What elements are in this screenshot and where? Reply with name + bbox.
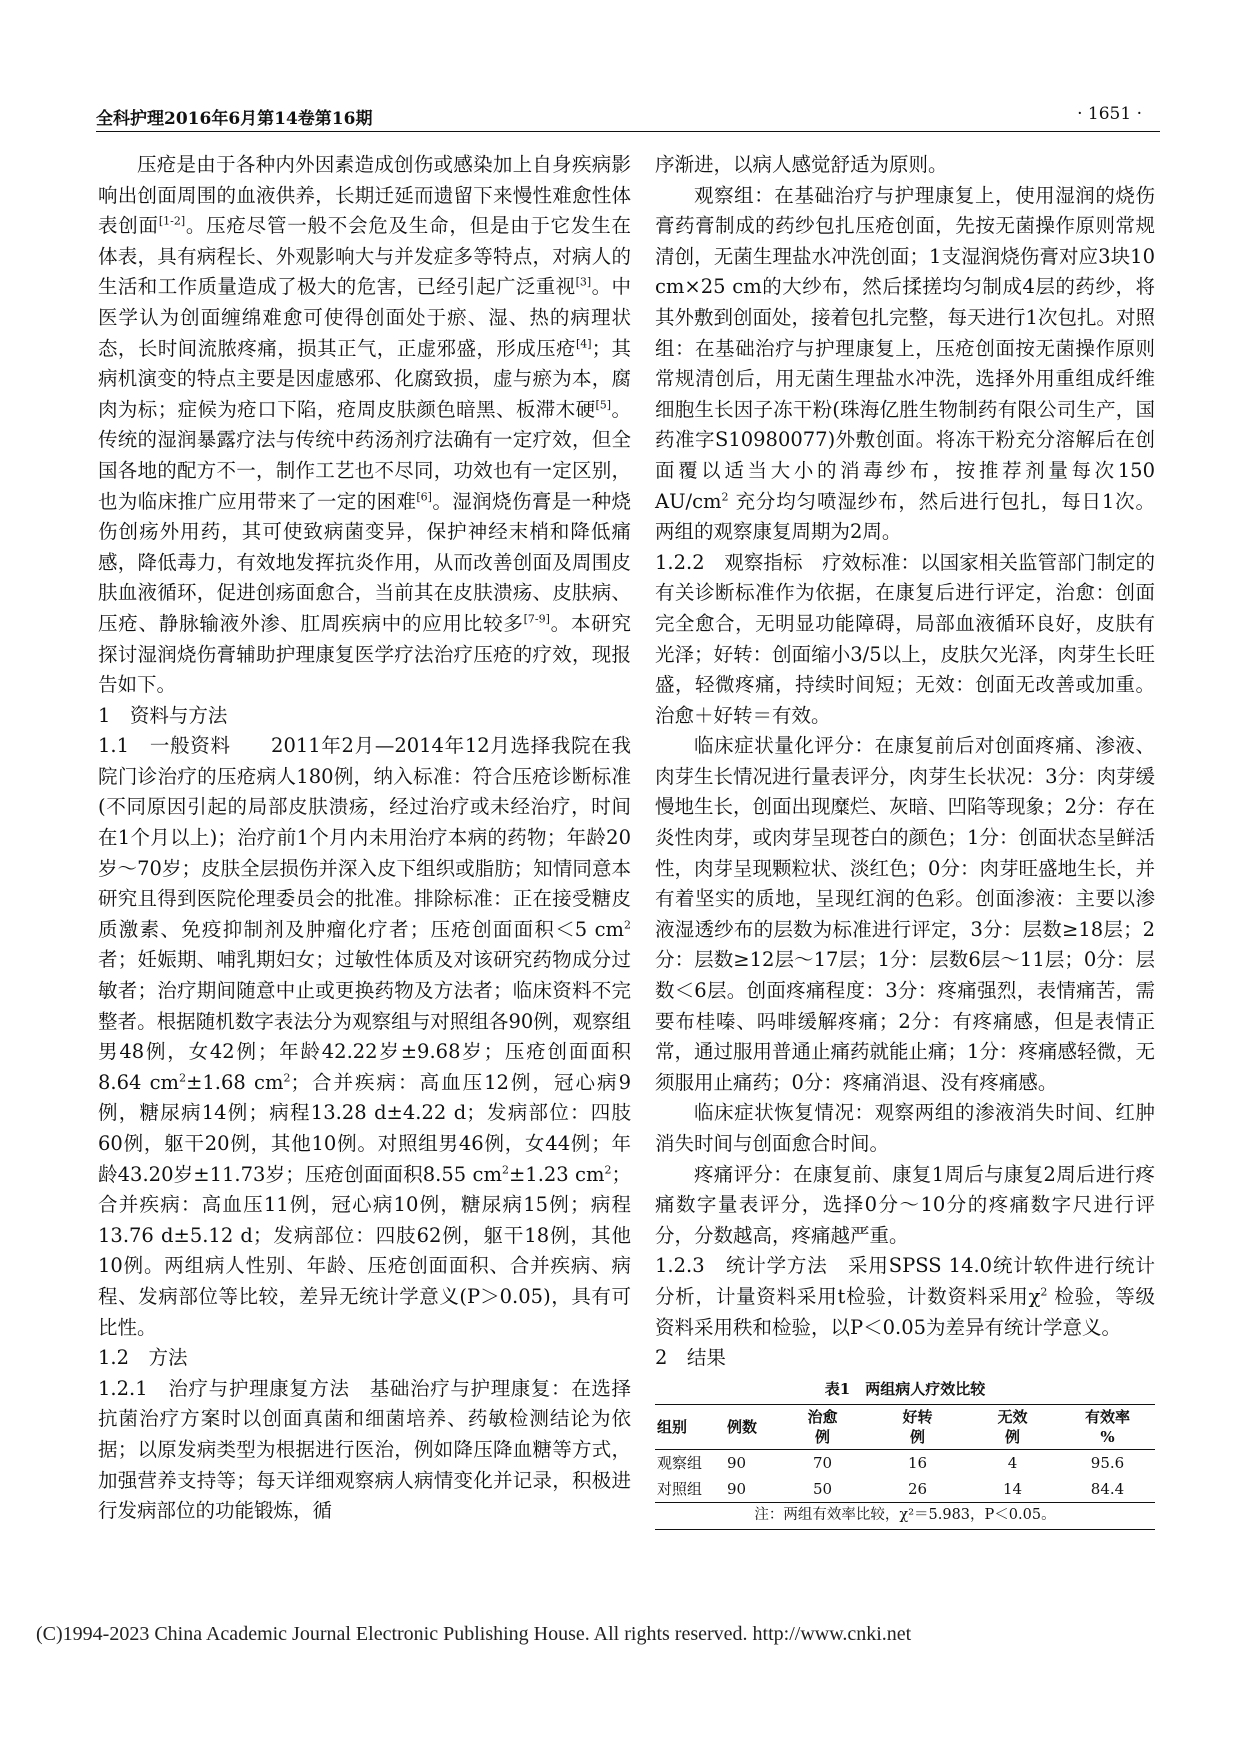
table-header-cell: 好转 例	[870, 1404, 965, 1449]
table-row	[655, 1476, 1155, 1503]
table-cell: 对照组	[655, 1476, 725, 1503]
efficacy-table	[655, 1404, 1155, 1503]
right-column	[655, 150, 1155, 1530]
table-header-cell: 无效 例	[965, 1404, 1060, 1449]
table-header-cell: 有效率 %	[1060, 1404, 1155, 1449]
left-column	[98, 150, 631, 1527]
group-method-paragraph: 观察组：在基础治疗与护理康复上，使用湿润的烧伤膏药膏制成的药纱包扎压疮创面，先按无菌操作原则常规清创，无菌生理盐水冲洗创面；1支湿润烧伤膏对应3块10 cm×25 cm的大纱布，然后揉搓均匀制成4层的药纱，将其外敷到创面处，接着包扎完整，每天进行1次包扎。对照组：在基础治疗与护理康复上，压疮创面按无菌操作原则常规清创后，用无菌生理盐水冲洗，选择外用重组成纤维细胞生长因子冻干粉(珠海亿胜生物制药有限公司生产，国药准字S10980077)外敷创面。将冻干粉充分溶解后在创面覆以适当大小的消毒纱布，按推荐剂量每次150 $AU/cm^2$ 充分均匀喷湿纱布，然后进行包扎，每日1次。两组的观察康复周期为2周。	[655, 183, 1155, 544]
table-header-cell: 治愈 例	[775, 1404, 870, 1449]
table-caption: 表1 两组病人疗效比较	[824, 1379, 986, 1398]
observation-index-paragraph: 1.2.2 观察指标 疗效标准：以国家相关监管部门制定的有关诊断标准作为依据，在康复后进行评定，治愈：创面完全愈合，无明显功能障碍，局部血液循环良好，皮肤有光泽；好转：创面缩小3/5以上，皮肤欠光泽，肉芽生长旺盛，轻微疼痛，持续时间短；无效：创面无改善或加重。治愈＋好转＝有效。	[655, 550, 1155, 727]
table-cell: 84.4	[1060, 1476, 1155, 1503]
table-header-cell: 例数	[725, 1404, 775, 1449]
symptom-score-paragraph: 临床症状量化评分：在康复前后对创面疼痛、渗液、肉芽生长情况进行量表评分，肉芽生长状况：3分：肉芽缓慢地生长，创面出现糜烂、灰暗、凹陷等现象；2分：存在炎性肉芽，或肉芽呈现苍白的颜色；1分：创面状态呈鲜活性，肉芽呈现颗粒状、淡红色；0分：肉芽旺盛地生长，并有着坚实的质地，呈现红润的色彩。创面渗液：主要以渗液湿透纱布的层数为标准进行评定，3分：层数≥18层；2分：层数≥12层～17层；1分：层数6层～11层；0分：层数＜6层。创面疼痛程度：3分：疼痛强烈，表情痛苦，需要布桂嗪、吗啡缓解疼痛；2分：有疼痛感，但是表情正常，通过服用普通止痛药就能止痛；1分：疼痛感轻微，无须服用止痛药；0分：疼痛消退、没有疼痛感。	[655, 734, 1155, 1094]
table-header-row	[655, 1404, 1155, 1449]
treatment-paragraph: 1.2.1 治疗与护理康复方法 基础治疗与护理康复：在选择抗菌治疗方案时以创面真菌和细菌培养、药敏检测结论为依据；以原发病类型为根据进行医治，例如降压降血糖等方式，加强营养支持等；每天详细观察病人病情变化并记录，积极进行发病部位的功能锻炼，循	[98, 1376, 631, 1523]
table-cell: 观察组	[657, 1453, 703, 1472]
table-cell: 90	[727, 1453, 747, 1472]
table-cell: 4	[1007, 1453, 1018, 1472]
section-heading-results: 2 结果	[655, 1346, 726, 1370]
table-row	[655, 1449, 1155, 1476]
table-cell: 95.6	[1090, 1453, 1125, 1472]
statistics-paragraph: 1.2.3 统计学方法 采用SPSS 14.0统计软件进行统计分析，计量资料采用t检验，计数资料采用$\chi^2$ 检验，等级资料采用秩和检验，以P＜0.05为差异有统计学意义。	[655, 1254, 1155, 1339]
header-rule	[96, 131, 1160, 132]
table-cell: 70	[812, 1453, 833, 1472]
copyright-footer: (C)1994-2023 China Academic Journal Electronic Publishing House. All rights reserved. http://www.cnki.net	[36, 1623, 912, 1645]
table-cell: 16	[907, 1453, 928, 1472]
table-header-cell: 组别	[655, 1404, 725, 1449]
journal-title: 全科护理2016年6月第14卷第16期	[96, 109, 373, 129]
table-cell: 14	[965, 1476, 1060, 1503]
subsection-heading-methods: 1.2 方法	[98, 1346, 188, 1370]
intro-paragraph: 压疮是由于各种内外因素造成创伤或感染加上自身疾病影响出创面周围的血液供养，长期迁延而遗留下来慢性难愈性体表创面[1-2]。压疮尽管一般不会危及生命，但是由于它发生在体表，具有病程长、外观影响大与并发症多等特点，对病人的生活和工作质量造成了极大的危害，已经引起广泛重视[3]。中医学认为创面缠绵难愈可使得创面处于瘀、湿、热的病理状态，长时间流脓疼痛，损其正气，正虚邪盛，形成压疮[4]；其病机演变的特点主要是因虚感邪、化腐致损，虚与瘀为本，腐肉为标；症候为疮口下陷，疮周皮肤颜色暗黑、板滞木硬[5]。传统的湿润暴露疗法与传统中药汤剂疗法确有一定疗效，但全国各地的配方不一，制作工艺也不尽同，功效也有一定区别，也为临床推广应用带来了一定的困难[6]。湿润烧伤膏是一种烧伤创疡外用药，其可使致病菌变异，保护神经末梢和降低痛感，降低毒力，有效地发挥抗炎作用，从而改善创面及周围皮肤血液循环，促进创疡面愈合，当前其在皮肤溃疡、皮肤病、压疮、静脉输液外渗、肛周疾病中的应用比较多[7-9]。本研究探讨湿润烧伤膏辅助护理康复医学疗法治疗压疮的疗效，现报告如下。	[98, 153, 631, 697]
section-heading-methods: 1 资料与方法	[98, 703, 228, 727]
page-number: · 1651 ·	[1077, 104, 1142, 124]
table-cell: 50	[775, 1476, 870, 1503]
table-note: 注：两组有效率比较，χ²＝5.983，P＜0.05。	[655, 1503, 1155, 1530]
table-cell: 90	[725, 1476, 775, 1503]
page-header	[96, 104, 1156, 134]
general-data-paragraph: 1.1 一般资料 2011年2月—2014年12月选择我院在我院门诊治疗的压疮病人180例，纳入标准：符合压疮诊断标准(不同原因引起的局部皮肤溃疡，经过治疗或未经治疗，时间在1个月以上)；治疗前1个月内未用治疗本病的药物；年龄20岁～70岁；皮肤全层损伤并深入皮下组织或脂肪；知情同意本研究且得到医院伦理委员会的批准。排除标准：正在接受糖皮质激素、免疫抑制剂及肿瘤化疗者；压疮创面面积＜5 $cm^2$者；妊娠期、哺乳期妇女；过敏性体质及对该研究药物成分过敏者；治疗期间随意中止或更换药物及方法者；临床资料不完整者。根据随机数字表法分为观察组与对照组各90例，观察组男48例，女42例；年龄42.22岁±9.68岁；压疮创面面积8.64 $cm^2\pm 1.68$ $cm^2$；合并疾病：高血压12例，冠心病9例，糖尿病14例；病程13.28 d±4.22 d；发病部位：四肢60例，躯干20例，其他10例。对照组男46例，女44例；年龄43.20岁±11.73岁；压疮创面面积8.55 $cm^2\pm 1.23$ $cm^2$；合并疾病：高血压11例，冠心病10例，糖尿病15例；病程13.76 d±5.12 d；发病部位：四肢62例，躯干18例，其他10例。两组病人性别、年龄、压疮创面面积、合并疾病、病程、发病部位等比较，差异无统计学意义(P＞0.05)，具有可比性。	[98, 734, 631, 1339]
table-cell: 26	[870, 1476, 965, 1503]
recovery-paragraph: 临床症状恢复情况：观察两组的渗液消失时间、红肿消失时间与创面愈合时间。	[655, 1101, 1155, 1155]
treatment-continued: 序渐进，以病人感觉舒适为原则。	[655, 153, 948, 176]
pain-score-paragraph: 疼痛评分：在康复前、康复1周后与康复2周后进行疼痛数字量表评分，选择0分～10分的疼痛数字尺进行评分，分数越高，疼痛越严重。	[655, 1162, 1155, 1247]
